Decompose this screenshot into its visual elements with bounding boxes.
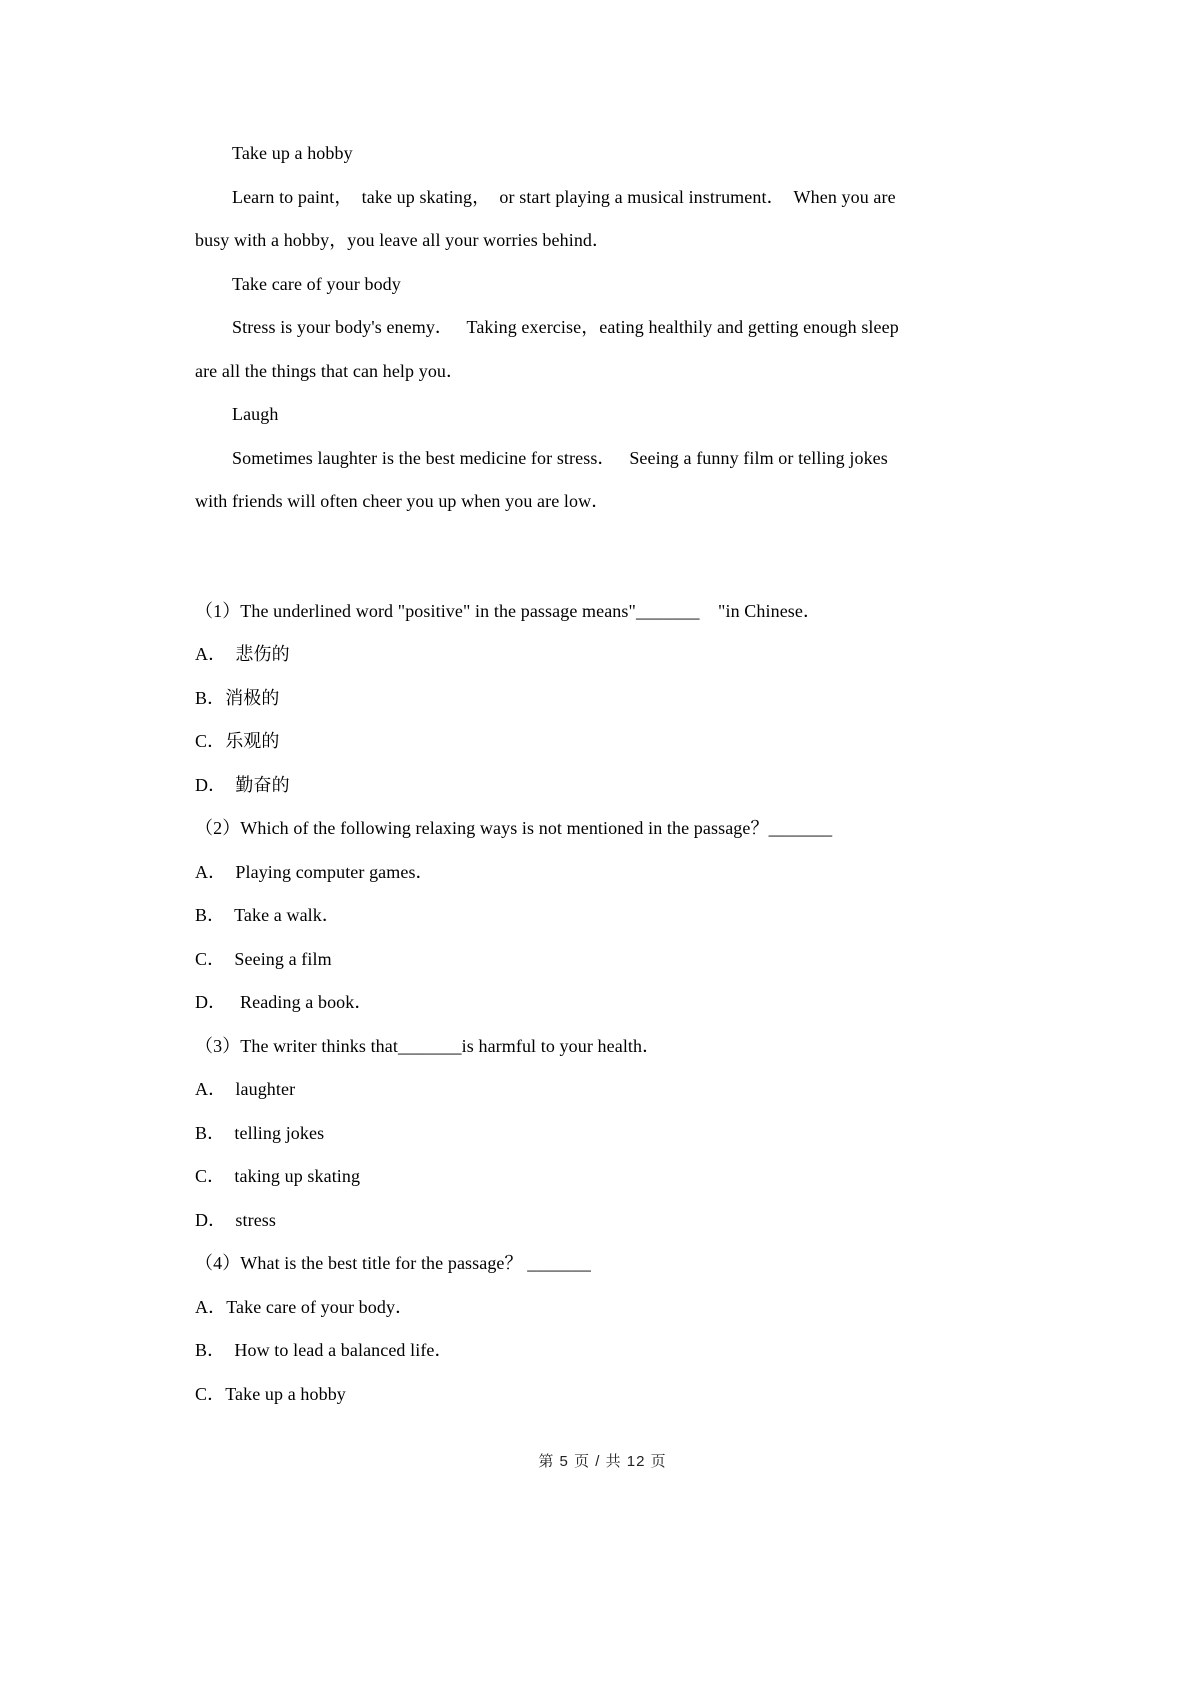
- question-2-stem: （2）Which of the following relaxing ways is not mentioned in the passage？_______: [195, 818, 833, 838]
- section-gap: [195, 524, 1010, 590]
- question-4-option-c: C．Take up a hobby: [195, 1383, 346, 1404]
- question-3-option-c: C． taking up skating: [195, 1166, 361, 1186]
- question-2-option-a: A． Playing computer games．: [195, 861, 434, 882]
- question-4-option-b: B． How to lead a balanced life．: [195, 1340, 453, 1360]
- question-1-option-b: B．消极的: [195, 687, 280, 708]
- page-footer: 第 5 页 / 共 12 页: [538, 1453, 667, 1470]
- passage-line: busy with a hobby，you leave all your worries behind．: [195, 230, 611, 250]
- question-3-stem: （3）The writer thinks that_______is harmful to your health．: [195, 1035, 661, 1056]
- passage-line: Take care of your body: [232, 273, 401, 294]
- question-1-stem: （1）The underlined word "positive" in the passage means"_______ "in Chinese．: [195, 600, 822, 621]
- question-4-option-a: A．Take care of your body．: [195, 1296, 414, 1317]
- question-3-option-a: A． laughter: [195, 1079, 296, 1099]
- passage-line: Take up a hobby: [232, 143, 353, 163]
- question-3-option-b: B． telling jokes: [195, 1122, 325, 1143]
- passage-line: Learn to paint， take up skating， or start playing a musical instrument． When you are: [232, 186, 896, 207]
- passage-line: Laugh: [232, 404, 279, 424]
- question-2-option-d: D． Reading a book．: [195, 992, 373, 1012]
- question-1-option-a: A． 悲伤的: [195, 644, 290, 664]
- passage-line: are all the things that can help you．: [195, 360, 465, 381]
- question-2-option-b: B． Take a walk．: [195, 905, 340, 925]
- question-2-option-c: C． Seeing a film: [195, 948, 332, 969]
- passage-line: Sometimes laughter is the best medicine for stress． Seeing a funny film or telling jokes: [232, 447, 888, 468]
- question-1-option-d: D． 勤奋的: [195, 774, 290, 795]
- question-4-stem: （4）What is the best title for the passage？ _______: [195, 1253, 591, 1273]
- question-1-option-c: C．乐观的: [195, 731, 280, 751]
- question-3-option-d: D． stress: [195, 1209, 276, 1230]
- passage-line: Stress is your body's enemy． Taking exercise，eating healthily and getting enough sleep: [232, 317, 899, 337]
- passage-line: with friends will often cheer you up when you are low．: [195, 491, 610, 511]
